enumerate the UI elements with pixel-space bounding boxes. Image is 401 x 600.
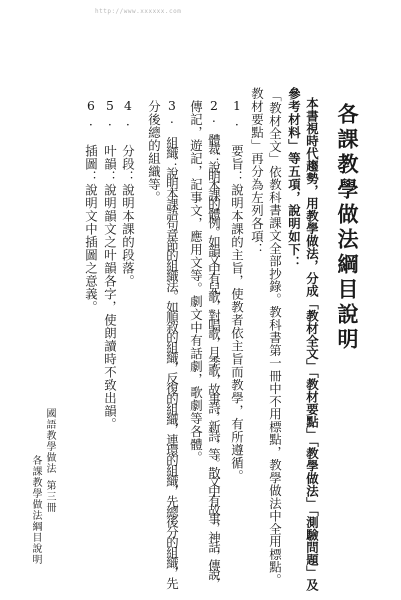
page-title: 各課教學做法綱目說明 bbox=[335, 103, 360, 353]
paragraph-key-points: 教材要點」再分為左列各項： bbox=[249, 87, 265, 256]
watermark: http://www.xxxxxx.com bbox=[95, 8, 182, 15]
footer-section-title: 各課教學做法綱目說明 bbox=[30, 455, 41, 565]
list-item-structure-continued: 分後總的組織等。 bbox=[146, 100, 162, 204]
list-item-genre: 2. 體裁：說明本課的體例。如韻文中有兒歌，對唱歌，月季歌，故事詩，新詩，等。散文中有故事，神話，傳說， bbox=[206, 98, 222, 587]
paragraph-full-text: 「教材全文」依教科書課文全部抄錄。教科書第一冊中不用標點，教學做法中全用標點。 bbox=[267, 89, 283, 587]
list-item-purpose: 1. 要旨：說明本課的主旨，使教者依主旨而教學，有所遵循。 bbox=[229, 98, 245, 483]
list-item-sections: 4. 分段：說明本課的段落。 bbox=[120, 98, 136, 288]
footer-volume: 第三冊 bbox=[44, 480, 55, 513]
list-item-rhyme: 5. 叶韻：說明韻文之叶韻各字，使朗讀時不致出韻。 bbox=[102, 98, 118, 431]
list-item-structure: 3. 組織：說明本課語句章節的組織法。如順敘的組織，反復的組織，連環的組織，先總後分的組織，先 bbox=[164, 98, 180, 588]
footer-book-title: 國語教學做法 bbox=[44, 408, 55, 474]
list-item-illustrations: 6. 插圖：說明文中插圖之意義。 bbox=[83, 98, 99, 314]
list-item-genre-continued: 傳記，遊記，記事文，應用文等。劇文中有話劇，歌劇等各體。 bbox=[188, 100, 204, 464]
paragraph-intro: 本書視時代趨勢，用教學做法，分成「教材全文」「教材要點」「教學做法」「測驗問題」及 bbox=[304, 97, 320, 591]
paragraph-intro-continued: 參考材料」等五項，說明如下： bbox=[286, 87, 302, 269]
